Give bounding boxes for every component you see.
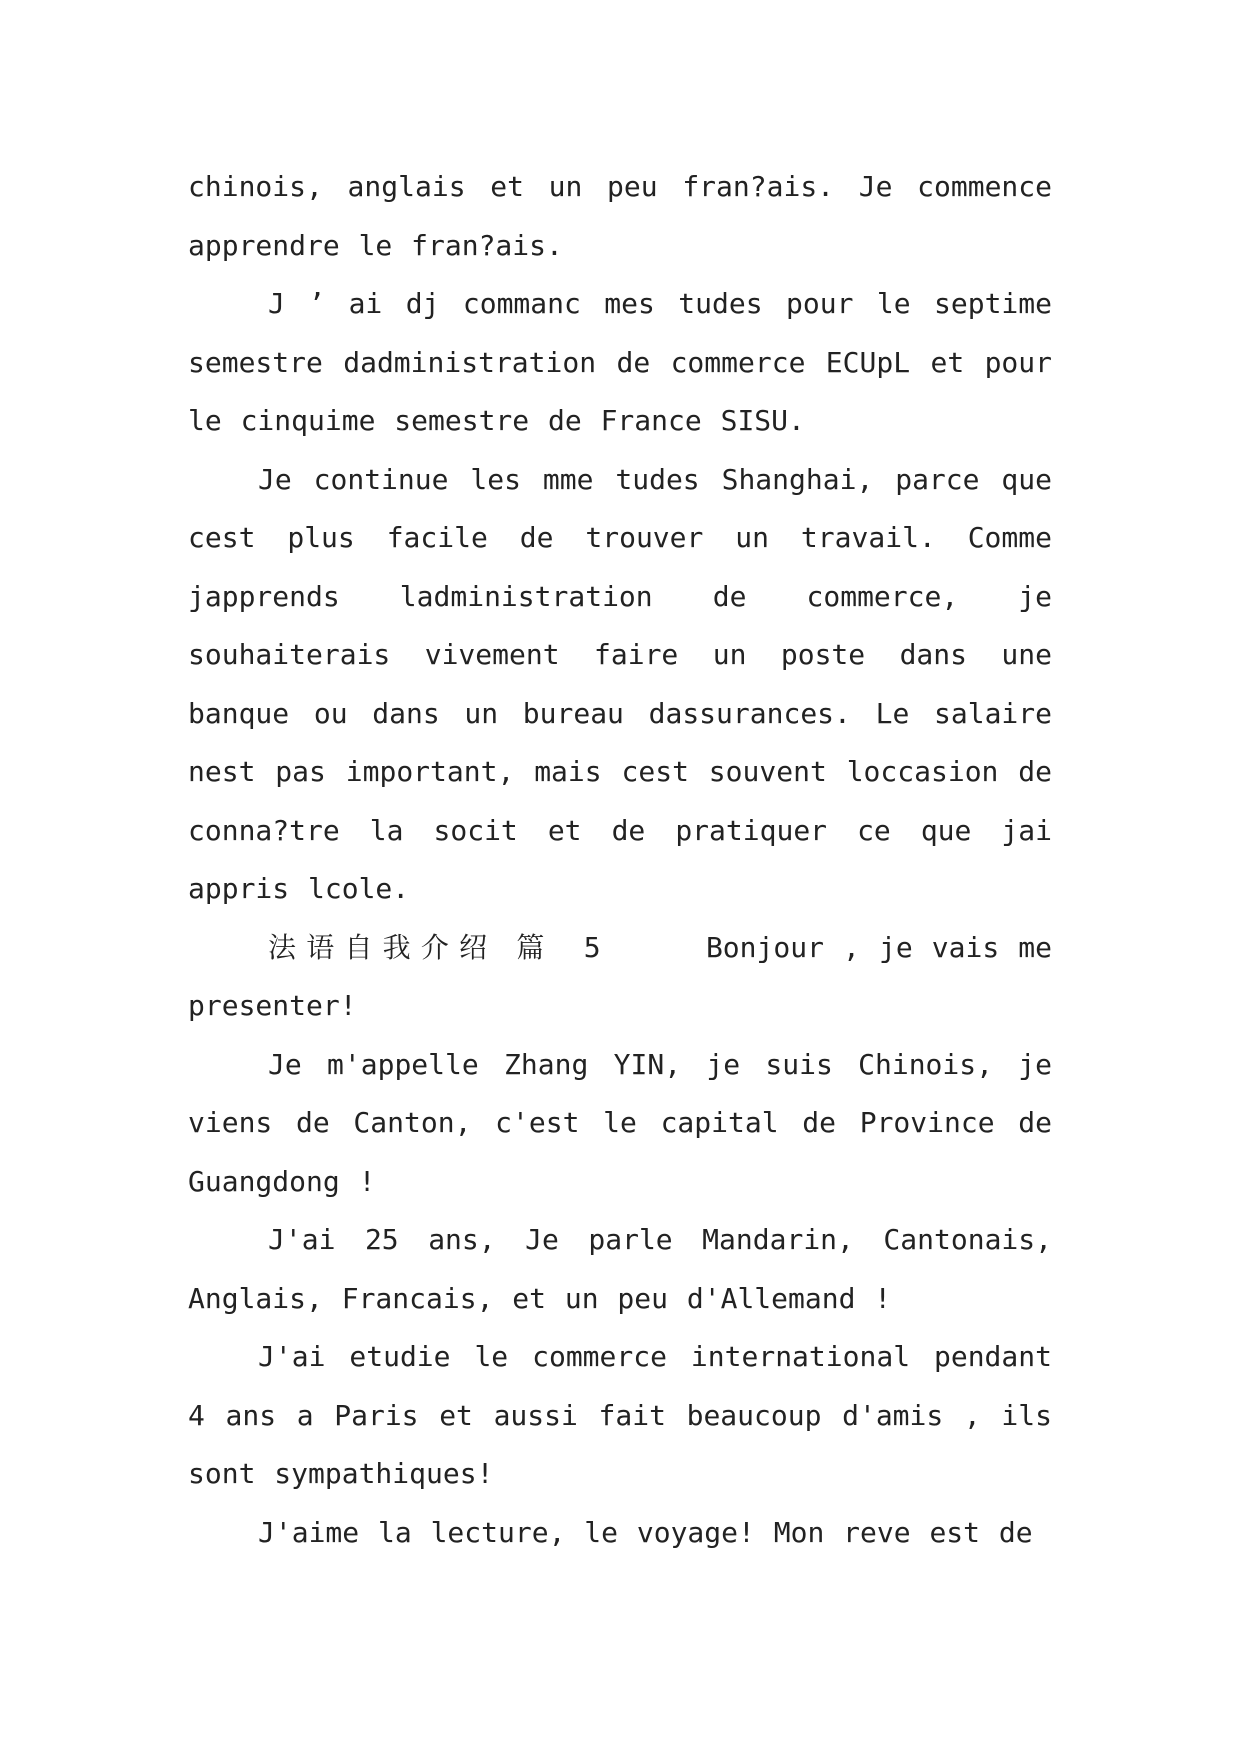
paragraph-education-paris: J'ai etudie le commerce international pendant 4 ans a Paris et aussi fait beaucoup d'amis , ils sont sympathiques! [188, 1340, 1052, 1490]
paragraph-studies-started: J ’ ai dj commanc mes tudes pour le septime semestre dadministration de commerce ECUpL et pour le cinquime semestre de France SISU. [188, 287, 1052, 437]
greeting-text: Bonjour , je vais me presenter! [188, 930, 1052, 1022]
paragraph-hobbies: J'aime la lecture, le voyage! Mon reve est de [258, 1515, 1033, 1549]
paragraph-languages: chinois, anglais et un peu fran?ais. Je commence apprendre le fran?ais. [188, 170, 1052, 262]
paragraph-name-origin: Je m'appelle Zhang YIN, je suis Chinois, je viens de Canton, c'est le capital de Province de Guangdong ! [188, 1047, 1052, 1198]
section-heading-title: 法语自我介绍 [268, 930, 498, 964]
paragraph-shanghai-studies: Je continue les mme tudes Shanghai, parce que cest plus facile de trouver un travail. Comme japprends ladministration de commerce, je souhaiterais vivement faire un poste dans une banque ou dans un bureau dassurances. Le salaire nest pas important, mais cest souvent loccasion de conna?tre la socit et de pratiquer ce que jai appris lcole. [188, 462, 1052, 905]
section-heading-number: 篇 5 [516, 930, 611, 964]
body-text [188, 158, 1052, 1562]
section-heading-line [188, 919, 1052, 1036]
paragraph-age-languages: J'ai 25 ans, Je parle Mandarin, Cantonais, Anglais, Francais, et un peu d'Allemand ! [188, 1223, 1052, 1315]
